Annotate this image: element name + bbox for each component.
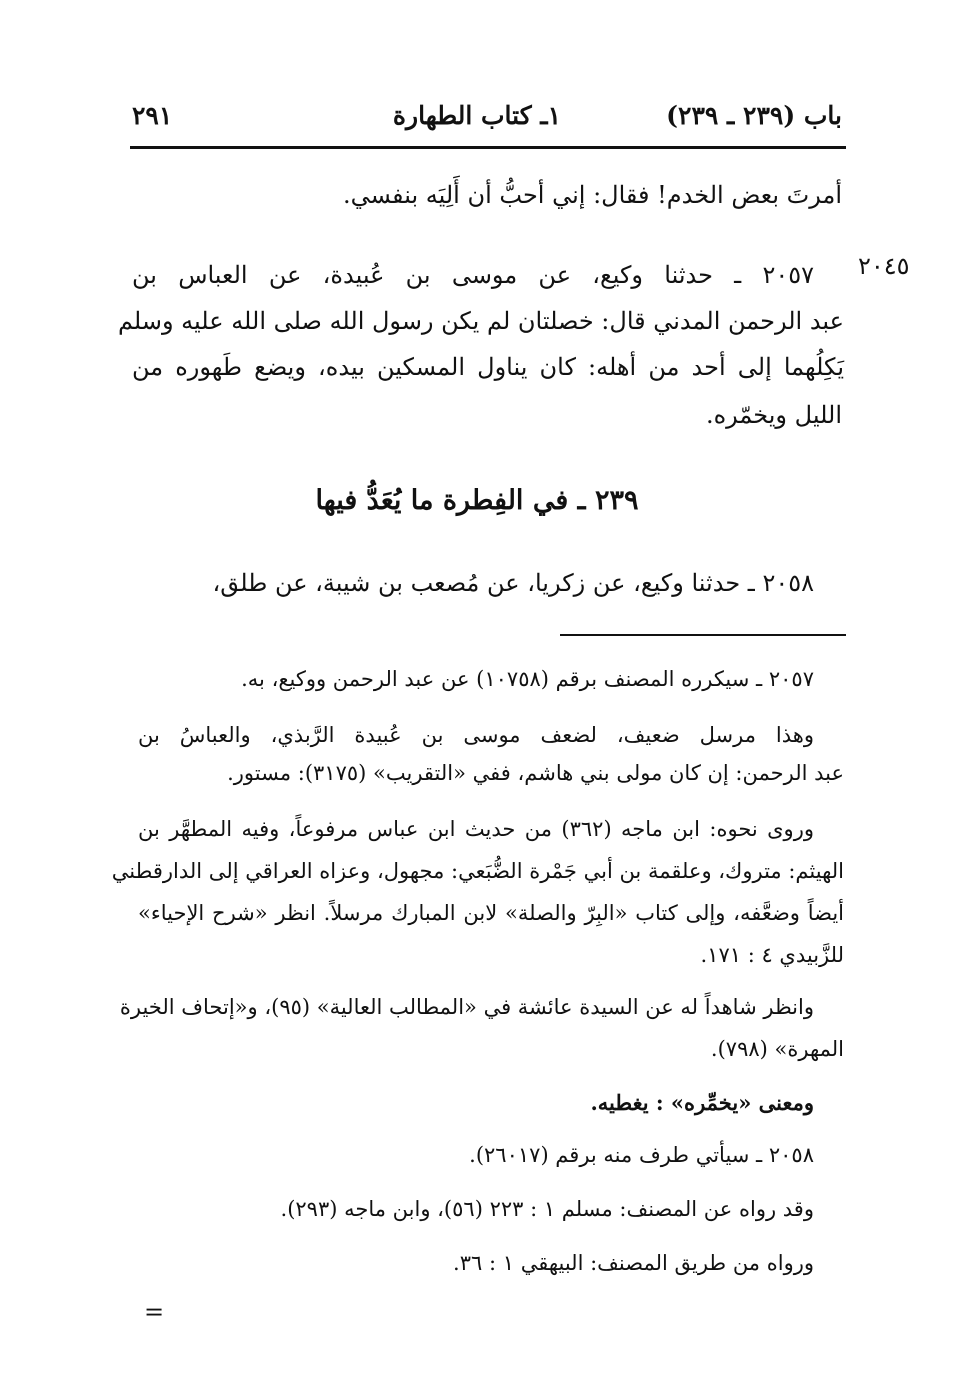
header-rule (130, 146, 846, 149)
footnote-line: الهيثم: متروك، وعلقمة بن أبي جَمْرة الضُّبَعي: مجهول، وعزاه العراقي إلى الدارقطني (111, 859, 844, 883)
margin-number: ٢٠٤٥ (858, 252, 910, 280)
footnote-line: عبد الرحمن: إن كان مولى بني هاشم، ففي «التقريب» (٣١٧٥): مستور. (227, 761, 844, 785)
header-chapter-ref: باب (٢٣٩ ـ ٢٣٩) (666, 101, 842, 130)
hadith-2057-line: يَكِلُهما إلى أحد من أهله: كان يناول المسكين بيده، ويضع طَهوره من (132, 353, 844, 381)
footnote-line: وهذا مرسل ضعيف، لضعف موسى بن عُبيدة الرَّبذي، والعباسُ بن (138, 723, 814, 747)
footnote-line: ٢٠٥٧ ـ سيكرره المصنف برقم (١٠٧٥٨) عن عبد الرحمن ووكيع، به. (241, 667, 814, 691)
footnote-line: وقد رواه عن المصنف: مسلم ١ : ٢٢٣ (٥٦)، وابن ماجه (٢٩٣). (280, 1197, 814, 1221)
footnote-line: المهرة» (٧٩٨). (710, 1037, 844, 1061)
footnote-line: وروى نحوه: ابن ماجه (٣٦٢) من حديث ابن عباس مرفوعاً، وفيه المطهَّر بن (138, 817, 814, 841)
hadith-2057-line: الليل ويخمّره. (705, 401, 842, 429)
footnote-line: ٢٠٥٨ ـ سيأتي طرف منه برقم (٢٦٠١٧). (469, 1143, 814, 1167)
hadith-2058-line: ٢٠٥٨ ـ حدثنا وكيع، عن زكريا، عن مُصعب بن شيبة، عن طلق، (212, 569, 814, 597)
hadith-2057-line: عبد الرحمن المدني قال: خصلتان لم يكن رسول الله صلى الله عليه وسلم (117, 307, 844, 335)
page-number: ٢٩١ (132, 101, 173, 130)
footnote-line: أيضاً وضعَّفه، وإلى كتاب «البِرّ والصلة» لابن المبارك مرسلاً. انظر «شرح الإحياء» (138, 901, 844, 925)
continuation-mark: = (144, 1298, 165, 1326)
header-book-title: ١ـ كتاب الطهارة (392, 101, 562, 130)
continuation-text: أمرتَ بعض الخدم! فقال: إني أحبُّ أن أَلِيَه بنفسي. (343, 181, 842, 209)
footnote-line: للزَّبيدي ٤ : ١٧١. (700, 943, 844, 967)
footnote-line: ورواه من طريق المصنف: البيهقي ١ : ٣٦. (453, 1251, 814, 1275)
hadith-2057-line: ٢٠٥٧ ـ حدثنا وكيع، عن موسى بن عُبيدة، عن العباس بن (132, 261, 814, 289)
section-title: ٢٣٩ ـ في الفِطرة ما يُعَدُّ فيها (315, 485, 639, 516)
footnote-separator (560, 634, 846, 636)
footnote-line: ومعنى «يخمِّره» : يغطيه. (590, 1090, 814, 1115)
footnote-line: وانظر شاهداً له عن السيدة عائشة في «المطالب العالية» (٩٥)، و«إتحاف الخيرة (119, 995, 814, 1019)
